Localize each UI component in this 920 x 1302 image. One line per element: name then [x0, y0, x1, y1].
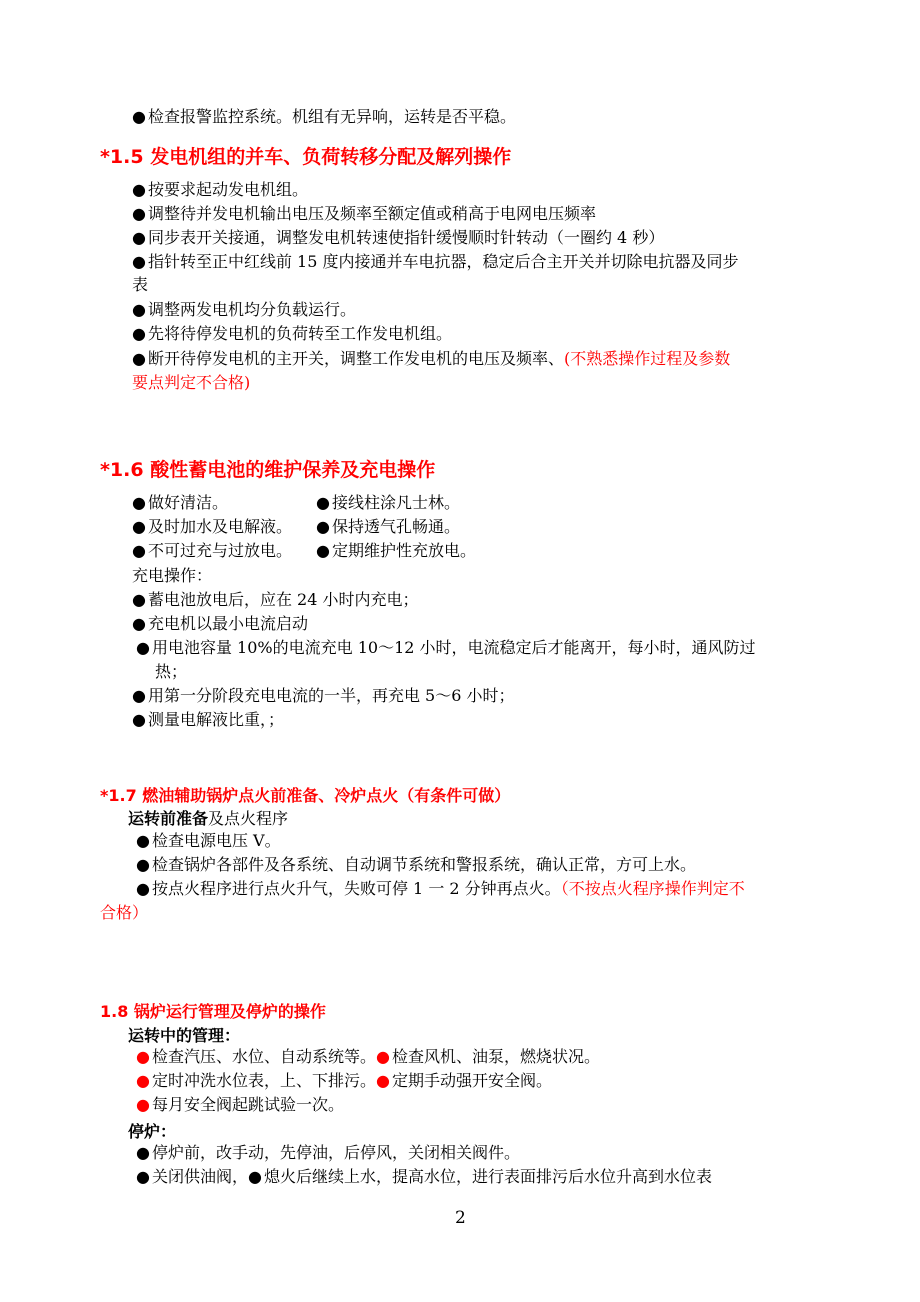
bullet-icon: ●	[132, 300, 146, 319]
list-item: ● 定时冲洗水位表，上、下排污。● 定期手动强开安全阀。	[136, 1071, 552, 1090]
list-item: ● 检查汽压、水位、自动系统等。● 检查风机、油泵，燃烧状况。	[136, 1047, 600, 1066]
bullet-icon: ●	[247, 1167, 262, 1186]
list-item: ● 定期维护性充放电。	[316, 541, 476, 560]
list-item: ● 指针转至正中红线前 15 度内接通并车电抗器，稳定后合主开关并切除电抗器及同步	[132, 252, 739, 271]
heading-1-6: *1.6 酸性蓄电池的维护保养及充电操作	[100, 459, 436, 481]
list-item: ● 按点火程序进行点火升气，失败可停 1 一 2 分钟再点火。（不按点火程序操作判定不	[136, 879, 745, 898]
fail-criteria-note: 合格）	[100, 903, 149, 922]
list-item: ● 关闭供油阀，● 熄火后继续上水，提高水位，进行表面排污后水位升高到水位表	[136, 1167, 712, 1186]
list-item: ● 用第一分阶段充电电流的一半，再充电 5～6 小时；	[132, 686, 515, 705]
list-item: ● 及时加水及电解液。	[132, 517, 292, 536]
list-item: ● 同步表开关接通，调整发电机转速使指针缓慢顺时针转动（一圈约 4 秒）	[132, 228, 665, 247]
bullet-icon: ●	[132, 590, 146, 609]
list-item: ● 按要求起动发电机组。	[132, 180, 308, 199]
bullet-icon: ●	[132, 349, 146, 368]
list-item: ● 每月安全阀起跳试验一次。	[136, 1095, 344, 1114]
list-item: ● 接线柱涂凡士林。	[316, 493, 460, 512]
bullet-icon: ●	[316, 541, 330, 560]
check-alarm-line: ● 检查报警监控系统。机组有无异响，运转是否平稳。	[132, 107, 516, 126]
list-item: ● 充电机以最小电流启动	[132, 614, 308, 633]
bullet-icon: ●	[136, 1047, 150, 1066]
bullet-icon: ●	[136, 638, 150, 657]
page-number: 2	[455, 1208, 466, 1228]
list-item: ● 断开待停发电机的主开关，调整工作发电机的电压及频率、(不熟悉操作过程及参数	[132, 349, 731, 368]
fail-criteria-note: (不熟悉操作过程及参数	[563, 349, 731, 368]
bullet-icon: ●	[136, 855, 150, 874]
bullet-icon: ●	[132, 541, 146, 560]
bullet-icon: ●	[375, 1071, 390, 1090]
fail-criteria-note: （不按点火程序操作判定不	[560, 879, 745, 898]
bullet-icon: ●	[136, 1143, 150, 1162]
list-item: ● 保持透气孔畅通。	[316, 517, 460, 536]
bullet-icon: ●	[132, 517, 146, 536]
charge-operation-label: 充电操作：	[132, 566, 213, 585]
bullet-icon: ●	[132, 228, 146, 247]
bullet-icon: ●	[132, 324, 146, 343]
subheading-shutdown: 停炉：	[128, 1122, 177, 1141]
bullet-icon: ●	[132, 710, 146, 729]
list-item: ● 做好清洁。	[132, 493, 228, 512]
heading-1-8: 1.8 锅炉运行管理及停炉的操作	[100, 1002, 326, 1021]
list-item-continuation: 表	[132, 275, 149, 294]
list-item: ● 用电池容量 10%的电流充电 10～12 小时，电流稳定后才能离开，每小时，通风防过	[136, 638, 756, 657]
subheading-preparation: 运转前准备及点火程序	[128, 809, 289, 828]
list-item: ● 测量电解液比重，；	[132, 710, 284, 729]
bullet-icon: ●	[136, 1071, 150, 1090]
list-item: ● 调整两发电机均分负载运行。	[132, 300, 356, 319]
list-item: ● 调整待并发电机输出电压及频率至额定值或稍高于电网电压频率	[132, 204, 596, 223]
list-item: ● 检查锅炉各部件及各系统、自动调节系统和警报系统，确认正常，方可上水。	[136, 855, 696, 874]
list-item-continuation: 热；	[155, 662, 188, 681]
bullet-icon: ●	[132, 107, 146, 126]
list-item: ● 蓄电池放电后，应在 24 小时内充电；	[132, 590, 419, 609]
heading-1-7: *1.7 燃油辅助锅炉点火前准备、冷炉点火（有条件可做）	[100, 786, 511, 805]
bullet-icon: ●	[132, 614, 146, 633]
bullet-icon: ●	[132, 204, 146, 223]
bullet-icon: ●	[316, 517, 330, 536]
list-item: ● 先将待停发电机的负荷转至工作发电机组。	[132, 324, 452, 343]
bullet-icon: ●	[136, 1095, 150, 1114]
bullet-icon: ●	[136, 879, 150, 898]
fail-criteria-note: 要点判定不合格)	[132, 373, 251, 392]
list-item: ● 不可过充与过放电。	[132, 541, 292, 560]
list-item: ● 检查电源电压 V。	[136, 831, 281, 850]
subheading-running: 运转中的管理：	[128, 1026, 241, 1045]
bullet-icon: ●	[132, 252, 146, 271]
list-item: ● 停炉前，改手动，先停油，后停风，关闭相关阀件。	[136, 1143, 520, 1162]
heading-1-5: *1.5 发电机组的并车、负荷转移分配及解列操作	[100, 146, 512, 168]
bullet-icon: ●	[316, 493, 330, 512]
bullet-icon: ●	[132, 493, 146, 512]
bullet-icon: ●	[375, 1047, 390, 1066]
bullet-icon: ●	[132, 686, 146, 705]
bullet-icon: ●	[136, 1167, 150, 1186]
bullet-icon: ●	[136, 831, 150, 850]
bullet-icon: ●	[132, 180, 146, 199]
